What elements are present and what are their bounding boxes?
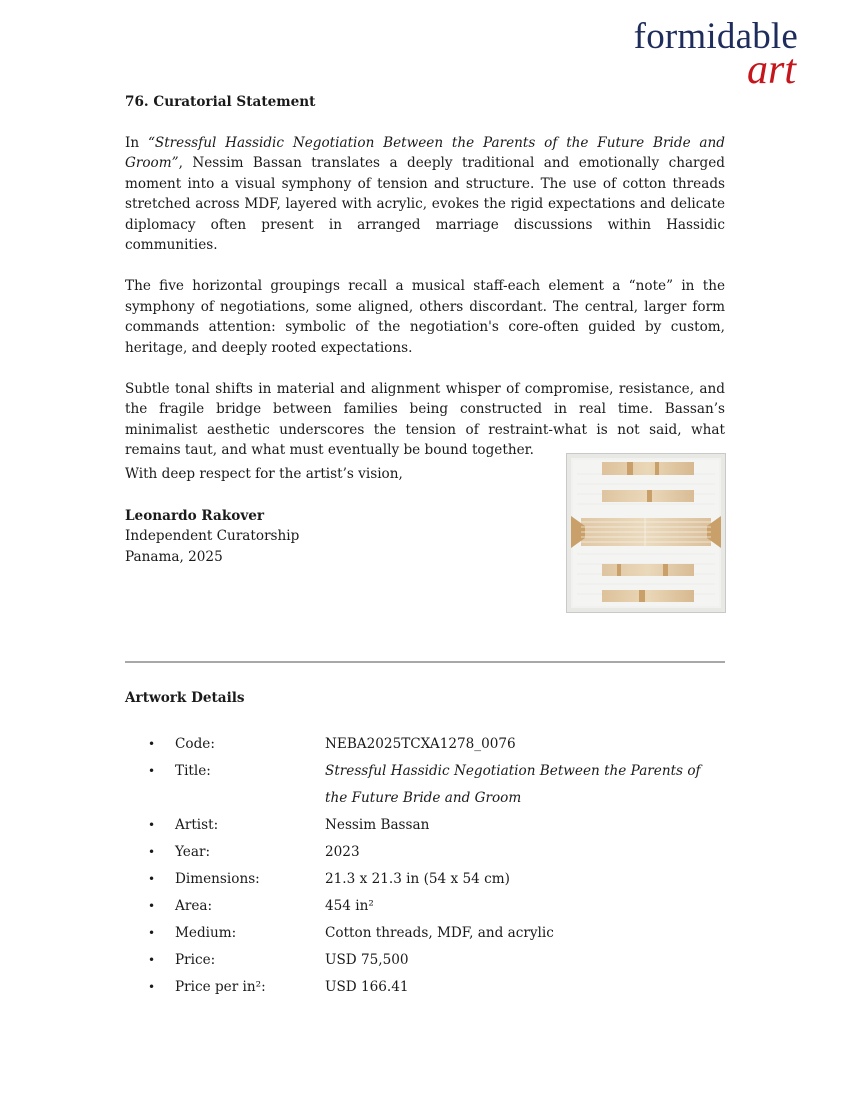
p1-intro: In [125,134,148,151]
bullet: • [148,872,156,886]
closing-line: With deep respect for the artist’s vision, [125,466,403,482]
detail-value: USD 166.41 [325,979,409,995]
detail-value: Cotton threads, MDF, and acrylic [325,925,554,941]
detail-value: USD 75,500 [325,952,409,968]
detail-label: Price: [175,952,216,968]
detail-label: Code: [175,736,215,752]
statement-paragraph-2: The five horizontal groupings recall a musical staff-each element a “note” in the symphony of negotiations, some aligned, others discordant. The central, larger form commands attention: symbolic of the negotiation's core-often guided by custom, heritage, and deeply rooted expectations. [125,278,725,356]
detail-label: Price per in²: [175,979,266,995]
statement-paragraph-1 [125,133,725,256]
detail-value: NEBA2025TCXA1278_0076 [325,736,516,752]
bullet: • [148,818,156,832]
bullet: • [148,926,156,940]
detail-value: 21.3 x 21.3 in (54 x 54 cm) [325,871,510,887]
detail-year [148,839,728,866]
statement-paragraph-3: Subtle tonal shifts in material and alignment whisper of compromise, resistance, and the fragile bridge between families being constructed in real time. Bassan’s minimalist aesthetic underscores the tension of restraint-what is not said, what remains taut, and what must eventually be bound together. [125,380,725,458]
detail-label: Medium: [175,925,237,941]
detail-medium [148,920,728,947]
bullet: • [148,737,156,751]
section-divider [125,661,725,663]
curator-location: Panama, 2025 [125,548,223,565]
curator-role: Independent Curatorship [125,528,300,544]
bullet: • [148,845,156,859]
bullet: • [148,980,156,994]
detail-value: 454 in² [325,898,374,914]
signature-block [125,464,403,567]
detail-label: Dimensions: [175,871,260,887]
detail-area [148,893,728,920]
detail-price-per-unit [148,974,728,1001]
detail-value: Stressful Hassidic Negotiation Between the Parents of the Future Bride and Groom [325,763,701,806]
artwork-details-list [148,731,728,1001]
detail-label: Title: [175,763,211,779]
artwork-thumbnail [567,454,725,612]
brand-logo [634,18,798,91]
bullet: • [148,899,156,913]
detail-code [148,731,728,758]
detail-label: Artist: [175,817,219,833]
artwork-image [566,453,726,613]
detail-dimensions [148,866,728,893]
logo-wordmark: formidable [633,16,798,57]
detail-title [148,758,728,812]
p1-body: , Nessim Bassan translates a deeply traditional and emotionally charged moment into a visual symphony of tension and structure. The use of cotton threads stretched across MDF, layered with acrylic, evokes the rigid expectations and delicate diplomacy often present in arranged marriage discussions within Hassidic communities. [125,155,725,253]
detail-value: Nessim Bassan [325,817,430,833]
curatorial-statement [125,92,725,461]
artwork-title-inline: “Stressful Hassidic Negotiation Between the Parents of the Future Bride and Groom” [125,134,725,171]
detail-label: Year: [175,844,211,860]
detail-artist [148,812,728,839]
detail-price [148,947,728,974]
detail-value: 2023 [325,844,360,860]
bullet: • [148,764,156,778]
logo-accent: art [746,47,796,93]
curator-name: Leonardo Rakover [125,507,265,524]
details-heading: Artwork Details [125,690,245,706]
detail-label: Area: [175,898,213,914]
bullet: • [148,953,156,967]
statement-heading: 76. Curatorial Statement [125,94,316,110]
